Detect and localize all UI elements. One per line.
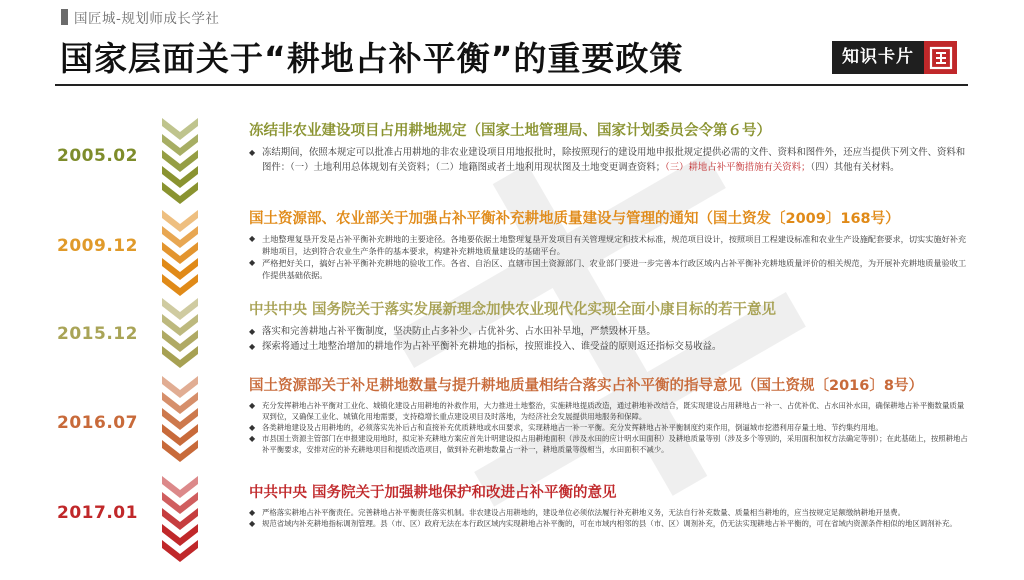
bullet-text: 严格落实耕地占补平衡责任。完善耕地占补平衡责任落实机制。非农建设占用耕地的，建设单位必须依法履行补充耕地义务，无法自行补充数量、质量相当耕地的，应当按规定足额缴纳耕地开垦费。: [262, 508, 905, 517]
chevron-group-2017: [162, 476, 198, 562]
diamond-bullet-icon: ◆: [249, 508, 256, 517]
year-label: 2005.02: [57, 146, 138, 166]
bullet-text: 探索将通过土地整治增加的耕地作为占补平衡补充耕地的指标，按照谁投入、谁受益的原则返还指标交易收益。: [262, 341, 722, 352]
chevron-group-2005: [162, 118, 198, 204]
policy-title: 中共中央 国务院关于加强耕地保护和改进占补平衡的意见: [249, 485, 617, 501]
year-label: 2016.07: [57, 413, 138, 433]
policy-entry: [249, 481, 971, 529]
diamond-bullet-icon: ◆: [249, 434, 256, 443]
chevron-group-2009: [162, 210, 198, 296]
year-label: 2009.12: [57, 236, 138, 256]
policy-bullets: [249, 233, 971, 281]
policy-bullets: [249, 324, 971, 354]
policy-bullets: [249, 400, 971, 455]
diamond-bullet-icon: ◆: [249, 258, 256, 267]
policy-bullet: [249, 145, 971, 175]
policy-bullets: [249, 507, 971, 529]
policy-bullet: [249, 233, 971, 257]
bullet-text: 冻结期间，依照本规定可以批准占用耕地的非农业建设项目用地报批时，除按照现行的建设用地申报批规定提供必需的文件、资料和图件外，还应当提供下列文件、资料和图件：（一）土地利用总体规划有关资料；（二）地籍图或者土地利用现状图及土地变更调查资料；: [262, 147, 966, 173]
chevron-stack: [158, 0, 202, 576]
policy-bullet: [249, 257, 971, 281]
policy-bullet: [249, 324, 971, 339]
bullet-text: （四）其他有关材料。: [810, 162, 900, 173]
bullet-text: 市县国土资源主管部门在申报建设用地时，拟定补充耕地方案应首先计明建设拟占用耕地面积（涉及水田的应计明水田面积）及耕地质量等别（涉及多个等别的，采用面积加权方法确定等别）；在此基础上，按照耕地占补平衡要求，安排对应的补充耕地项目和提质改造项目，做到补充耕地数量占一补一，耕地质量等级相当，水田面积不减少。: [262, 434, 968, 454]
policy-bullet: [249, 433, 971, 455]
knowledge-card-label: 知识卡片: [832, 41, 924, 74]
bullet-text: 落实和完善耕地占补平衡制度，坚决防止占多补少、占优补劣、占水田补旱地，严禁毁林开垦。: [262, 326, 656, 337]
policy-bullets: [249, 145, 971, 175]
policy-bullet: [249, 422, 971, 433]
policy-bullet: [249, 400, 971, 422]
policy-bullet: [249, 507, 971, 518]
brand-name: 国匠城-规划师成长学社: [74, 11, 220, 27]
bullet-text: 各类耕地建设及占用耕地的，必须落实先补后占和直接补充优质耕地或水田要求，实现耕地占一补一平衡。充分发挥耕地占补平衡制度约束作用，倒逼城市挖潜利用存量土地、节约集约用地。: [262, 423, 883, 432]
chevron-group-2016: [162, 376, 198, 462]
diamond-bullet-icon: ◆: [249, 148, 256, 157]
policy-entry: [249, 207, 971, 281]
policy-title: 中共中央 国务院关于落实发展新理念加快农业现代化实现全面小康目标的若干意见: [249, 302, 777, 318]
policy-title: 冻结非农业建设项目占用耕地规定（国家土地管理局、国家计划委员会令第６号）: [249, 123, 771, 139]
diamond-bullet-icon: ◆: [249, 234, 256, 243]
diamond-bullet-icon: ◆: [249, 327, 256, 336]
diamond-bullet-icon: ◆: [249, 519, 256, 528]
chevron-group-2015: [162, 298, 198, 368]
bullet-text: 土地整理复垦开发是占补平衡补充耕地的主要途径。各地要依据土地整理复垦开发项目有关管理规定和技术标准，规范项目设计，按照项目工程建设标准和农业生产设施配套要求，切实实施好补充耕地项目，达到符合农业生产条件的基本要求，构建补充耕地质量建设的基础平台。: [262, 234, 967, 256]
policy-title: 国土资源部关于补足耕地数量与提升耕地质量相结合落实占补平衡的指导意见（国土资规〔2016〕8号）: [249, 378, 923, 394]
timeline-chevrons: [158, 0, 202, 576]
bullet-highlight: （三）耕地占补平衡措施有关资料；: [665, 162, 811, 173]
diamond-bullet-icon: ◆: [249, 342, 256, 351]
bullet-text: 严格把好关口，搞好占补平衡补充耕地的验收工作。各省、自治区、直辖市国土资源部门、农业部门要进一步完善本行政区域内占补平衡补充耕地质量评价的相关规范，为开展补充耕地质量验收工作提供基础依据。: [262, 258, 967, 280]
policy-bullet: [249, 339, 971, 354]
year-label: 2015.12: [57, 324, 138, 344]
policy-entry: [249, 298, 971, 354]
policy-entry: [249, 119, 971, 175]
bullet-text: 规范省域内补充耕地指标调剂管理。县（市、区）政府无法在本行政区域内实现耕地占补平衡的，可在市域内相邻的县（市、区）调剂补充，仍无法实现耕地占补平衡的，可在省域内资源条件相似的地区调剂补充。: [262, 519, 957, 528]
year-label: 2017.01: [57, 503, 138, 523]
bullet-text: 充分发挥耕地占补平衡对工业化、城镇化建设占用耕地的补救作用，大力推进土地整治，实施耕地提质改造，通过耕地补改结合，既实现建设占用耕地占一补一、占优补优、占水田补水田，确保耕地占补平衡数量质量双到位，又确保工业化、城镇化用地需要，支持稳增长重点建设项目及时落地，为经济社会发展提供用地服务和保障。: [262, 401, 965, 421]
policy-entry: [249, 374, 971, 455]
policy-title: 国土资源部、农业部关于加强占补平衡补充耕地质量建设与管理的通知（国土资发〔2009〕168号）: [249, 211, 900, 227]
diamond-bullet-icon: ◆: [249, 423, 256, 432]
policy-bullet: [249, 518, 971, 529]
page-title: 国家层面关于“耕地占补平衡”的重要政策: [60, 39, 684, 78]
diamond-bullet-icon: ◆: [249, 401, 256, 410]
brand-marker: [61, 9, 68, 25]
guo-logo-icon: [924, 41, 957, 74]
knowledge-card-badge: [832, 41, 957, 74]
